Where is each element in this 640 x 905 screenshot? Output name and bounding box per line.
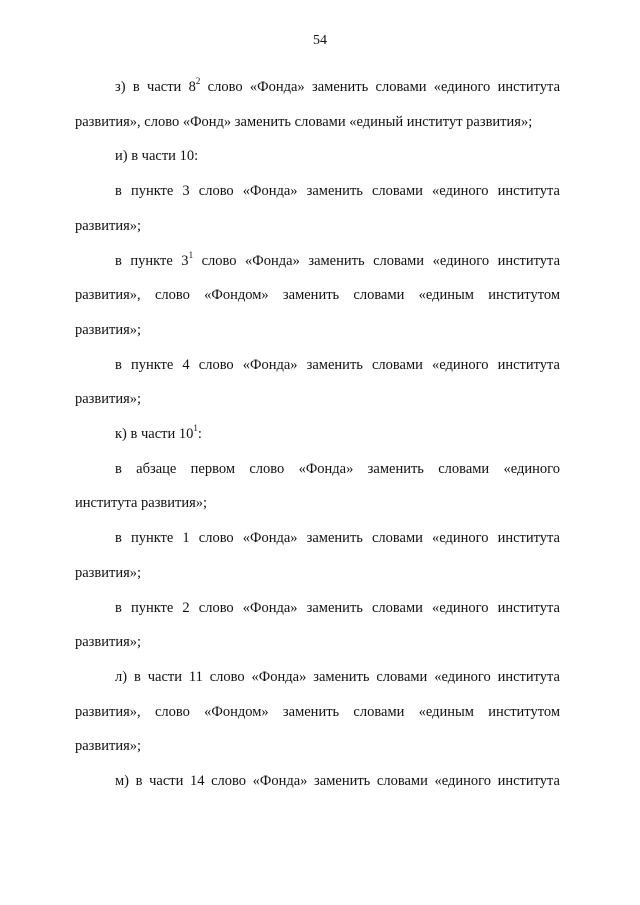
paragraph-line: института развития»; <box>75 495 208 512</box>
paragraph-line: л) в части 11 слово «Фонда» заменить словами «единого института <box>115 668 560 685</box>
superscript: 1 <box>188 249 194 260</box>
paragraph <box>75 348 560 417</box>
paragraph <box>75 452 560 521</box>
paragraph-line: м) в части 14 слово «Фонда» заменить словами «единого института <box>115 773 560 790</box>
paragraph-line: развития»; <box>75 634 142 651</box>
paragraph <box>75 591 560 660</box>
paragraph <box>75 244 560 348</box>
paragraph-line: развития»; <box>75 217 142 234</box>
paragraph-line: в абзаце первом слово «Фонда» заменить словами «единого <box>115 460 560 477</box>
paragraph <box>75 417 560 452</box>
paragraph-line: и) в части 10: <box>115 148 199 165</box>
paragraph <box>75 521 560 590</box>
paragraph <box>75 139 560 174</box>
paragraph-line: развития», слово «Фондом» заменить словами «единым институтом <box>75 703 560 720</box>
paragraph-line: развития»; <box>75 738 142 755</box>
paragraph <box>75 764 560 799</box>
page-number: 54 <box>313 33 327 48</box>
paragraph-line: развития»; <box>75 391 142 408</box>
superscript: 1 <box>193 423 198 434</box>
paragraph <box>75 660 560 764</box>
paragraph-line: в пункте 4 слово «Фонда» заменить словами «единого института <box>115 356 560 373</box>
paragraph-line: з) в части $8^2$ слово «Фонда» заменить словами «единого института <box>115 76 560 95</box>
paragraph-line: развития», слово «Фонд» заменить словами «единый институт развития»; <box>75 113 533 130</box>
paragraph-line: в пункте 1 слово «Фонда» заменить словами «единого института <box>115 530 560 547</box>
paragraph-line: к) в части $10^1$: <box>115 423 202 443</box>
paragraph <box>75 70 560 139</box>
paragraph-line: развития», слово «Фондом» заменить словами «единым институтом <box>75 287 560 304</box>
paragraph-line: в пункте 2 слово «Фонда» заменить словами «единого института <box>115 599 560 616</box>
paragraph-line: в пункте 3 слово «Фонда» заменить словами «единого института <box>115 183 560 200</box>
paragraph <box>75 174 560 243</box>
paragraph-line: развития»; <box>75 321 142 338</box>
superscript: 2 <box>195 76 201 87</box>
paragraph-line: в пункте $3^1$ слово «Фонда» заменить словами «единого института <box>115 249 561 269</box>
document-body <box>75 70 560 799</box>
paragraph-line: развития»; <box>75 564 142 581</box>
